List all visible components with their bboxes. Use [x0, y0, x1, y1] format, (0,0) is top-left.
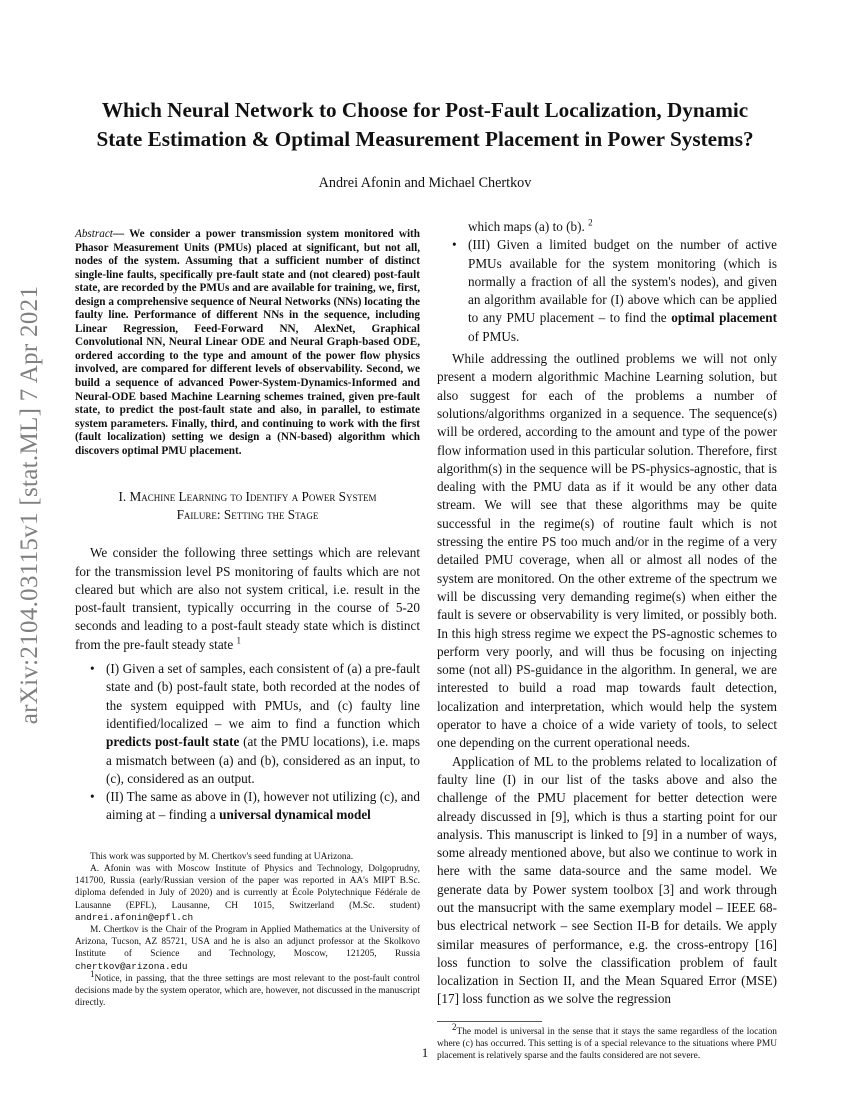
- list-item: [452, 236, 777, 346]
- paper-title: [60, 96, 790, 154]
- bullet-2-text: (II) The same as above in (I), however not utilizing (c), and aiming at – finding a: [106, 789, 420, 823]
- footnote-1: [75, 968, 420, 1010]
- footnote-support: This work was supported by M. Chertkov's seed funding at UArizona.: [90, 851, 354, 862]
- page-number: 1: [421, 1045, 429, 1060]
- paragraph-while-addressing: While addressing the outlined problems we will not only present a modern algorithmic Machine Learning solution, but also suggest for each of the problems a number of solutions/algorithms organized in a sequence. The sequence(s) will be ordered, according to the amount and type of the power flow information used in this particular solution. Therefore, first algorithm(s) in the sequence will be PS-physics-agnostic, that is dealing with the PMU data as if it would be any other data stream. We will see that these algorithms may be quite successful in the regime(s) of routine fault which is not stressing the entire PS too much and/or in the regime of a very detailed PMU coverage, when all or almost all nodes of the system are monitored. On the other extreme of the spectrum we will be discussing very demanding regime(s) when either the fault is severe or observability is very limited, or possibly both. In this high stress regime we expect the PS-agnostic schemes to perform very poorly, and will thus be focusing on injecting some (not all) PS-guidance in the algorithm. In general, we are interested to build a road map towards fault detection, localization and interpretation, which would help the system operator to have a choice of a wide variety of tools, to select one depending on the current operational needs.: [437, 351, 777, 751]
- settings-list: [75, 660, 420, 825]
- footnote-afonin-text: A. Afonin was with Moscow Institute of Physics and Technology, Dolgoprudny, 141700, Russia (early/Russian version of the paper was reported in AA's MIPT B.Sc. diploma defended in July of 2020) and is currently at École Polytechnique Fédérale de Lausanne (EPFL), Lausanne, CH 1015, Switzerland (M.Sc. student): [75, 863, 420, 911]
- left-column: [75, 228, 420, 1009]
- paragraph-application: Application of ML to the problems related to localization of faulty line (I) in our list of the tasks above and also the challenge of the PMU placement for better detection were already discussed in [9], which is thus a starting point for our analysis. This manuscript is linked to [9] in a number of ways, some already mentioned above, but also we continue to work in here with the same data-source and the same model. We generate data by Power system toolbox [3] and work through out the mansucript with the same exemplary model – IEEE 68-bus electrical network – see Section II-B for details. We apply similar measures of performance, e.g. the cross-entropy [16] loss function to solve the classification problem of fault localization in Section II, and the Mean Squared Error (MSE) [17] loss function as we solve the regression: [437, 753, 777, 1007]
- title-line-2: State Estimation & Optimal Measurement Placement in Power Systems?: [96, 127, 754, 151]
- authors: Andrei Afonin and Michael Chertkov: [318, 175, 532, 191]
- right-column: [437, 218, 777, 1062]
- bullet-3-text-end: of PMUs.: [468, 328, 520, 344]
- bullet-1-text: (I) Given a set of samples, each consistent of (a) a pre-fault state and (b) post-fault state, both recorded at the nodes of the system equipped with PMUs, and (c) faulty line identified/localized – we aim to find a function which: [106, 661, 420, 731]
- arxiv-identifier-text: arXiv:2104.03115v1 [stat.ML] 7 Apr 2021: [16, 285, 43, 725]
- footnote-1-text: Notice, in passing, that the three settings are most relevant to the post-fault control decisions made by the system operator, which are, however, not discussed in the manuscript directly.: [75, 973, 420, 1009]
- arxiv-identifier: [10, 285, 50, 725]
- abstract-dash: —: [112, 228, 130, 240]
- bullet-3-bold: optimal placement: [671, 310, 777, 326]
- footnote-ref-1[interactable]: 1: [236, 635, 241, 646]
- section-heading-1: [75, 488, 420, 524]
- footnote-afonin: [75, 863, 420, 924]
- footnote-1-mark: 1: [90, 968, 95, 979]
- list-item: [90, 660, 420, 788]
- footnote-chertkov-text: M. Chertkov is the Chair of the Program in Applied Mathematics at the University of Arizona, Tucson, AZ 85721, USA and he is also an adjunct professor at the Skolkovo Institute of Science and Technology, Moscow, 121205, Russia: [75, 924, 420, 960]
- bullet-2-bold: universal dynamical model: [219, 807, 371, 823]
- bullet-1-text-end: (at the PMU locations), i.e. maps a mismatch between (a) and (b), considered as an input, to (c), considered as an output.: [106, 734, 420, 786]
- bullet-2-text-end: which maps (a) to (b).: [468, 219, 585, 234]
- abstract-label: Abstract: [75, 228, 113, 240]
- section-heading-line-2: Failure: Setting the Stage: [176, 507, 319, 523]
- abstract: [75, 228, 420, 458]
- email-link-afonin[interactable]: andrei.afonin@epfl.ch: [75, 911, 194, 923]
- intro-text: We consider the following three settings which are relevant for the transmission level PS monitoring of faults which are not cleared but which are also not system critical, i.e. result in the post-fault transient, typically occurring in the course of 5-20 seconds and leading to a post-fault steady state which is distinct from the pre-fault steady state: [75, 545, 420, 652]
- bullet-2-continuation: [437, 218, 777, 236]
- footnote-2-mark: 2: [452, 1021, 457, 1032]
- abstract-text: We consider a power transmission system monitored with Phasor Measurement Units (PMUs) placed at significant, but not all, nodes of the system. Assuming that a sufficient number of distinct single-line faults, specifically pre-fault state and (not cleared) post-fault state, are recorded by the PMUs and are available for training, we, first, design a comprehensive sequence of Neural Networks (NNs) locating the faulty line. Performance of different NNs in the sequence, including Linear Regression, Feed-Forward NN, AlexNet, Graphical Convolutional NN, Neural Linear ODE and Neural Graph-based ODE, ordered according to the type and amount of the power flow physics involved, are compared for different levels of observability. Second, we build a sequence of advanced Power-System-Dynamics-Informed and Neural-ODE based Machine Learning schemes trained, given pre-fault state, to predict the post-fault state and also, in parallel, to estimate system parameters. Finally, third, and continuing to work with the first (fault localization) setting we design a (NN-based) algorithm which discovers optimal PMU placement.: [75, 228, 420, 457]
- settings-list-continued: [437, 236, 777, 346]
- title-line-1: Which Neural Network to Choose for Post-Fault Localization, Dynamic: [101, 98, 749, 122]
- footnotes-left: [75, 851, 420, 1010]
- footnote-ref-2[interactable]: 2: [588, 217, 593, 228]
- bullet-1-bold: predicts post-fault state: [106, 734, 240, 750]
- list-item: [90, 788, 420, 825]
- footnote-2-text: The model is universal in the sense that it stays the same regardless of the location where (c) has occurred. This setting is of a special relevance to the situations where PMU placement is relatively sparse and the faults considered are not severe.: [437, 1026, 777, 1062]
- section-heading-line-1: I. Machine Learning to Identify a Power System: [118, 489, 377, 505]
- intro-paragraph: [75, 544, 420, 654]
- bullet-3-text: (III) Given a limited budget on the number of active PMUs available for the system monitoring (which is normally a fraction of all the system's nodes), and given an algorithm available for (I) above which can be applied to any PMU placement – to find the: [468, 237, 777, 326]
- email-link-chertkov[interactable]: chertkov@arizona.edu: [75, 960, 188, 972]
- footnote-chertkov: [75, 924, 420, 973]
